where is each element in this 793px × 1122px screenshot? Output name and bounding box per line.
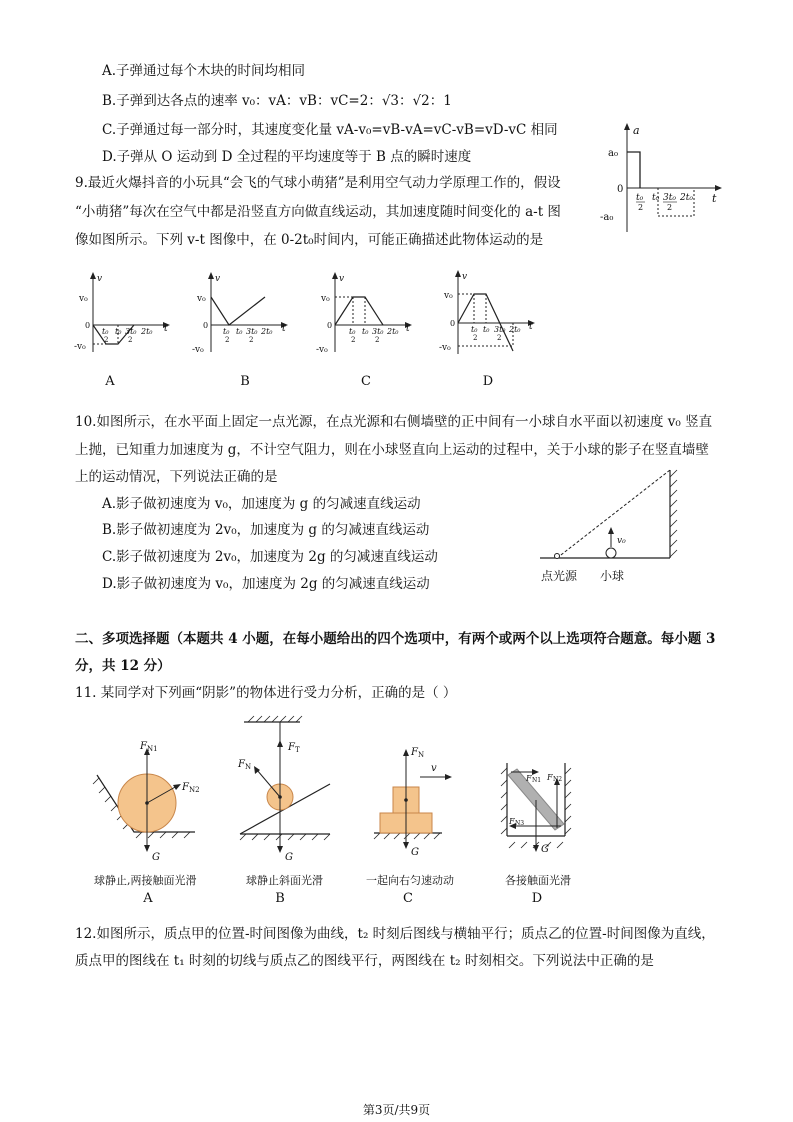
q10-option-b: B.影子做初速度为 2v₀，加速度为 g 的匀减速直线运动 bbox=[102, 522, 430, 538]
q8-option-d: D.子弹从 O 运动到 D 全过程的平均速度等于 B 点的瞬时速度 bbox=[102, 149, 472, 165]
svg-text:2: 2 bbox=[104, 336, 109, 344]
q11-caption-b: 球静止斜面光滑 bbox=[246, 874, 323, 887]
svg-text:t₀: t₀ bbox=[223, 327, 230, 336]
svg-text:G: G bbox=[411, 847, 419, 858]
svg-text:F: F bbox=[547, 773, 553, 782]
q11-letter-d: D bbox=[531, 891, 543, 906]
svg-text:t: t bbox=[529, 322, 533, 332]
svg-text:v₀: v₀ bbox=[79, 294, 88, 304]
svg-text:2t₀: 2t₀ bbox=[387, 327, 399, 336]
svg-text:t: t bbox=[164, 324, 168, 334]
svg-text:G: G bbox=[285, 852, 293, 863]
svg-text:-v₀: -v₀ bbox=[74, 342, 86, 352]
q9-vt-graph-d bbox=[439, 268, 538, 358]
svg-text:2: 2 bbox=[638, 203, 644, 212]
svg-text:0: 0 bbox=[327, 321, 333, 330]
svg-text:t₀: t₀ bbox=[115, 327, 122, 336]
q9-stem-line2: “小萌猪”每次在空气中都是沿竖直方向做直线运动，其加速度随时间变化的 a-t 图 bbox=[75, 204, 561, 220]
q10-option-a: A.影子做初速度为 v₀，加速度为 g 的匀减速直线运动 bbox=[102, 496, 421, 512]
svg-text:2: 2 bbox=[473, 334, 478, 342]
svg-text:2t₀: 2t₀ bbox=[141, 327, 153, 336]
svg-text:t₀: t₀ bbox=[636, 193, 644, 203]
svg-text:2t₀: 2t₀ bbox=[509, 325, 521, 334]
svg-text:F: F bbox=[288, 742, 295, 753]
q10-stem-line1: 10.如图所示，在水平面上固定一点光源，在点光源和右侧墙壁的正中间有一小球自水平面以初速度 v₀ 竖直 bbox=[75, 414, 713, 430]
q10-fig-ball-label: 小球 bbox=[600, 569, 625, 583]
q12-stem-line1: 12.如图所示，质点甲的位置-时间图像为曲线，t₂ 时刻后图线与横轴平行；质点乙的位置-时间图像为直线， bbox=[75, 926, 715, 942]
q8-option-b: B.子弹到达各点的速率 v₀：vA：vB：vC=2：√3：√2：1 bbox=[102, 93, 452, 109]
q9-at-a-label: a bbox=[633, 124, 640, 137]
q11-letter-c: C bbox=[403, 891, 413, 906]
q9-vt-graph-c bbox=[316, 270, 415, 355]
svg-text:t₀: t₀ bbox=[483, 325, 490, 334]
svg-text:t₀: t₀ bbox=[471, 325, 478, 334]
svg-text:2: 2 bbox=[351, 336, 356, 344]
q10-fig-v0: v₀ bbox=[617, 536, 626, 546]
svg-text:2t₀: 2t₀ bbox=[680, 193, 693, 203]
q9-stem-line1: 9.最近火爆抖音的小玩具“会飞的气球小萌猪”是利用空气动力学原理工作的，假设 bbox=[75, 175, 561, 191]
svg-text:v: v bbox=[462, 272, 468, 282]
svg-text:N1: N1 bbox=[532, 777, 542, 784]
q8-option-c: C.子弹通过每一部分时，其速度变化量 vA-v₀=vB-vA=vC-vB=vD-vC 相同 bbox=[102, 122, 558, 138]
q8-option-a: A.子弹通过每个木块的时间均相同 bbox=[102, 63, 306, 79]
svg-text:t: t bbox=[282, 324, 286, 334]
svg-text:2: 2 bbox=[667, 203, 673, 212]
q11-caption-a: 球静止,两接触面光滑 bbox=[94, 874, 197, 887]
q10-stem-line3: 上的运动情况，下列说法正确的是 bbox=[75, 469, 278, 485]
section2-heading-line1: 二、多项选择题（本题共 4 小题，在每小题给出的四个选项中，有两个或两个以上选项符合题意。每小题 3 bbox=[75, 631, 716, 647]
q11-figure-b bbox=[232, 712, 342, 867]
svg-text:2: 2 bbox=[225, 336, 230, 344]
svg-text:F: F bbox=[238, 759, 245, 770]
svg-text:t₀: t₀ bbox=[349, 327, 356, 336]
q9-vt-graph-b bbox=[192, 270, 291, 355]
q11-caption-d: 各接触面光滑 bbox=[505, 874, 571, 887]
svg-text:N1: N1 bbox=[147, 745, 158, 753]
q9-at-zero: 0 bbox=[617, 184, 624, 195]
svg-text:N: N bbox=[245, 763, 252, 771]
q10-option-d: D.影子做初速度为 v₀，加速度为 2g 的匀减速直线运动 bbox=[102, 576, 430, 592]
svg-text:2: 2 bbox=[249, 336, 254, 344]
q9-choice-a: A bbox=[105, 374, 115, 389]
svg-text:0: 0 bbox=[85, 321, 91, 330]
svg-text:v: v bbox=[215, 274, 221, 284]
svg-text:3t₀: 3t₀ bbox=[494, 325, 506, 334]
q9-choice-d: D bbox=[482, 374, 494, 389]
q11-figure-a bbox=[92, 730, 217, 870]
svg-text:-v₀: -v₀ bbox=[316, 345, 328, 355]
svg-text:2t₀: 2t₀ bbox=[261, 327, 273, 336]
svg-text:3t₀: 3t₀ bbox=[372, 327, 384, 336]
svg-text:-v₀: -v₀ bbox=[439, 343, 451, 353]
q10-fig-source-label: 点光源 bbox=[541, 569, 578, 583]
svg-text:v: v bbox=[339, 274, 345, 284]
q9-at-neg-a0: -a₀ bbox=[600, 212, 614, 223]
page-number: 第3页/共9页 bbox=[362, 1103, 431, 1117]
q9-stem-line3: 像如图所示。下列 v-t 图像中，在 0-2t₀时间内，可能正确描述此物体运动的是 bbox=[75, 232, 544, 248]
svg-text:F: F bbox=[140, 741, 147, 752]
svg-text:v: v bbox=[97, 274, 103, 284]
svg-text:2: 2 bbox=[128, 336, 133, 344]
q9-choice-c: C bbox=[361, 374, 371, 389]
q9-choice-b: B bbox=[240, 374, 250, 389]
svg-text:3t₀: 3t₀ bbox=[125, 327, 137, 336]
svg-text:2: 2 bbox=[497, 334, 502, 342]
svg-text:F: F bbox=[509, 817, 515, 826]
q11-letter-a: A bbox=[143, 891, 153, 906]
svg-text:0: 0 bbox=[203, 321, 209, 330]
q10-stem-line2: 上抛，已知重力加速度为 g，不计空气阻力，则在小球竖直向上运动的过程中，关于小球的影子在竖直墙壁 bbox=[75, 442, 709, 458]
q11-caption-c: 一起向右匀速动动 bbox=[366, 874, 454, 887]
svg-text:t₀: t₀ bbox=[362, 327, 369, 336]
svg-text:2: 2 bbox=[375, 336, 380, 344]
svg-text:F: F bbox=[411, 747, 418, 758]
q12-stem-line2: 质点甲的图线在 t₁ 时刻的切线与质点乙的图线平行，两图线在 t₂ 时刻相交。下列说法中正确的是 bbox=[75, 953, 654, 969]
svg-text:G: G bbox=[541, 844, 549, 855]
q9-vt-graph-a bbox=[74, 270, 173, 355]
svg-text:v₀: v₀ bbox=[444, 291, 453, 301]
svg-text:G: G bbox=[152, 852, 160, 863]
svg-text:T: T bbox=[295, 746, 300, 754]
svg-text:3t₀: 3t₀ bbox=[663, 193, 676, 203]
svg-text:t: t bbox=[406, 324, 410, 334]
svg-text:t₀: t₀ bbox=[236, 327, 243, 336]
svg-text:N2: N2 bbox=[553, 776, 563, 783]
svg-text:N: N bbox=[418, 751, 425, 759]
svg-text:0: 0 bbox=[450, 319, 456, 328]
q11-letter-b: B bbox=[275, 891, 285, 906]
q9-at-t-label: t bbox=[712, 192, 717, 205]
svg-text:t₀: t₀ bbox=[652, 193, 660, 203]
section2-heading-line2: 分，共 12 分） bbox=[75, 658, 171, 674]
svg-text:t₀: t₀ bbox=[102, 327, 109, 336]
svg-text:v₀: v₀ bbox=[321, 294, 330, 304]
q9-at-graph bbox=[600, 120, 725, 235]
q11-stem: 11. 某同学对下列画“阴影”的物体进行受力分析，正确的是（ ） bbox=[75, 685, 457, 701]
q11-figure-d bbox=[495, 758, 595, 868]
q10-option-c: C.影子做初速度为 2v₀，加速度为 2g 的匀减速直线运动 bbox=[102, 549, 438, 565]
svg-text:N2: N2 bbox=[189, 786, 200, 794]
svg-text:v₀: v₀ bbox=[197, 294, 206, 304]
svg-text:v: v bbox=[431, 763, 437, 774]
q9-at-a0: a₀ bbox=[608, 148, 618, 159]
svg-text:F: F bbox=[526, 774, 532, 783]
svg-text:3t₀: 3t₀ bbox=[246, 327, 258, 336]
q11-figure-c bbox=[372, 735, 482, 865]
svg-text:F: F bbox=[182, 782, 189, 793]
svg-text:N3: N3 bbox=[515, 820, 525, 827]
svg-text:-v₀: -v₀ bbox=[192, 345, 204, 355]
